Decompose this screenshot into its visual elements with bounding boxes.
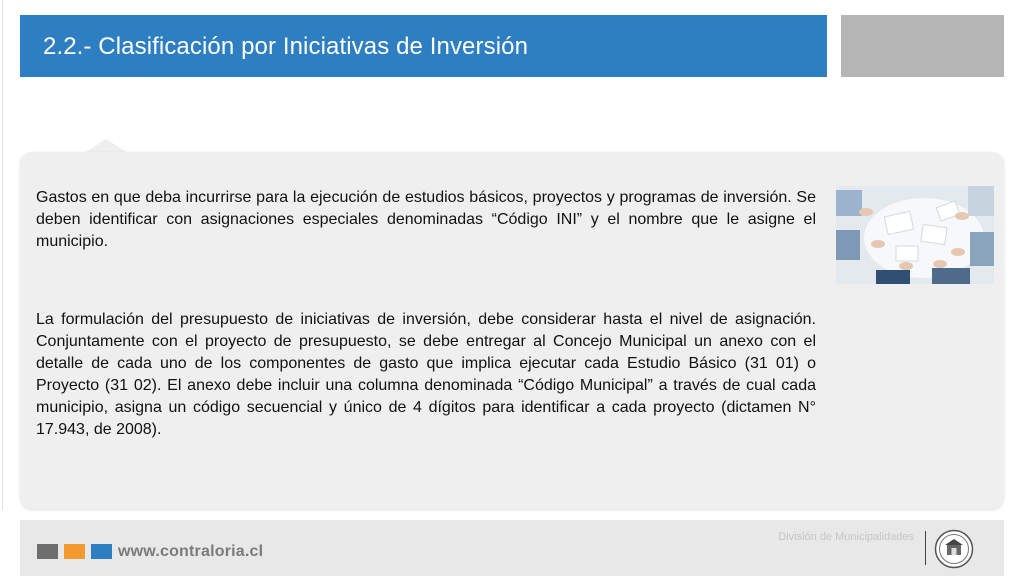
panel-notch: [84, 139, 128, 153]
division-label: División de Municipalidades: [778, 531, 914, 543]
meeting-photo: [836, 186, 994, 284]
meeting-photo-illustration: [836, 186, 994, 284]
slide-title: 2.2.- Clasificación por Iniciativas de Inversión: [43, 33, 529, 60]
website-link[interactable]: www.contraloria.cl: [118, 543, 264, 560]
left-border-line: [2, 0, 3, 510]
content-panel: [20, 152, 1004, 509]
contraloria-seal-icon: [934, 529, 974, 569]
footer-bar: [20, 520, 1004, 576]
title-accent-block: [841, 15, 1004, 77]
footer-square-gray: [37, 544, 58, 559]
paragraph-ini-definition: Gastos en que deba incurrirse para la ejecución de estudios básicos, proyectos y programas de inversión. Se deben identificar con asignaciones especiales denominadas “Código INI” y el nombre que le asigne el municipio.: [36, 189, 816, 250]
footer-square-blue: [91, 544, 112, 559]
title-bar: [20, 15, 827, 77]
paragraph-budget-formulation: La formulación del presupuesto de iniciativas de inversión, debe considerar hasta el nivel de asignación. Conjuntamente con el proyecto de presupuesto, se debe entregar al Concejo Municipal un anexo con el detalle de cada uno de los componentes de gasto que implica ejecutar cada Estudio Básico (31 01) o Proyecto (31 02). El anexo debe incluir una columna denominada “Código Municipal” a través de cual cada municipio, asigna un código secuencial y único de 4 dígitos para identificar a cada proyecto (dictamen N° 17.943, de 2008).: [36, 311, 816, 438]
footer-square-orange: [64, 544, 85, 559]
footer-separator: [925, 531, 926, 565]
